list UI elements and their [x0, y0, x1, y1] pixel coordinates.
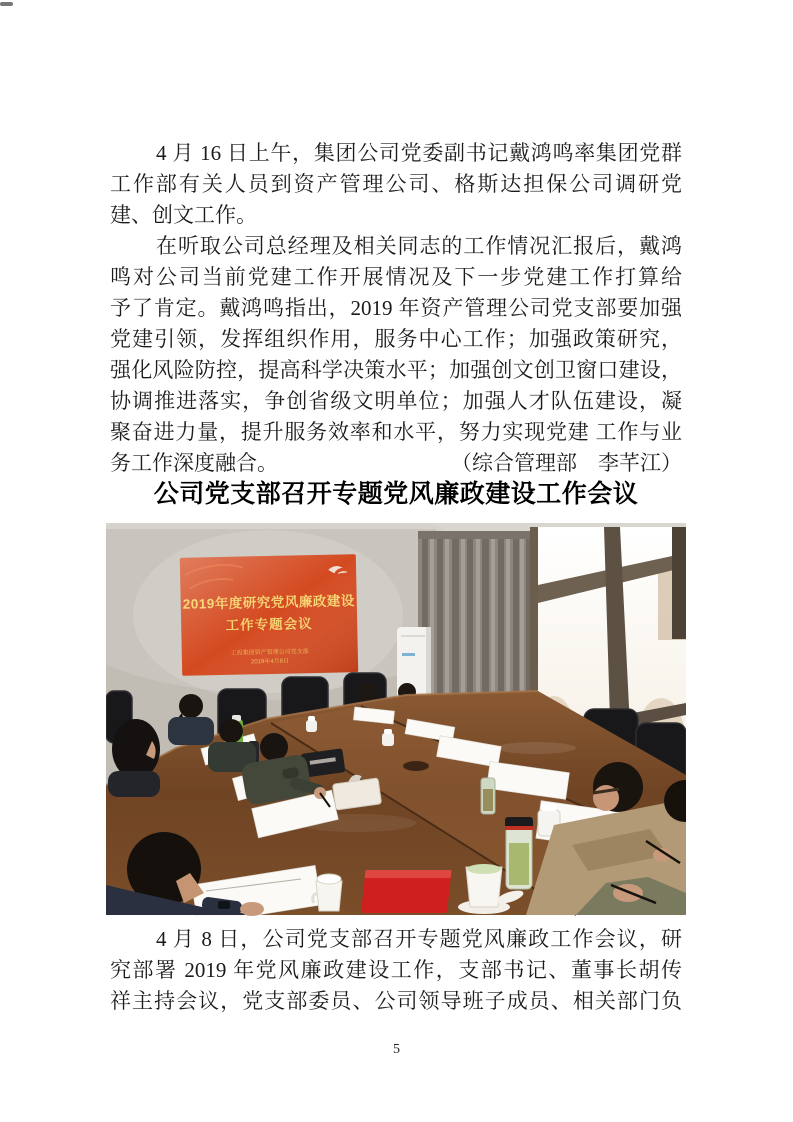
glass-tea-cup [481, 778, 495, 814]
slide-title-line2: 工作专题会议 [225, 616, 313, 633]
article-diaoyan [110, 138, 682, 479]
hand [240, 902, 264, 916]
article-huiyi [110, 477, 682, 1017]
text-line: 聚奋进力量，提升服务效率和水平，努力实现党建 工作与业 [110, 420, 682, 444]
paragraph-1 [110, 138, 682, 231]
article-title: 公司党支部召开专题党风廉政建设工作会议 [153, 480, 639, 508]
ac-vent [401, 635, 425, 637]
newsletter-content [110, 138, 682, 1017]
text-line: 工作部有关人员到资产管理公司、格斯达担保公司调研党 [110, 172, 682, 196]
paragraph-2 [110, 231, 682, 479]
ac-logo [402, 653, 415, 656]
wristwatch [218, 901, 230, 909]
text-line: 鸣对公司当前党建工作开展情况及下一步党建工作打算给 [110, 265, 682, 289]
text-line: 予了肯定。戴鸿鸣指出，2019 年资产管理公司党支部要加强 [110, 296, 682, 320]
curtain-header [418, 531, 536, 539]
text-line: 党建引领，发挥组织作用，服务中心工作；加强政策研究， [110, 327, 682, 351]
text-line: 在听取公司总经理及相关同志的工作情况汇报后，戴鸿 [156, 234, 682, 258]
slide-title-line1: 2019年度研究党风廉政建设 [182, 593, 355, 612]
text-line: 建、创文工作。 [110, 203, 257, 227]
projection-screen [180, 554, 358, 676]
scan-artifact [0, 2, 13, 6]
paragraph-end: 务工作深度融合。 [110, 451, 278, 475]
paragraph-3 [110, 924, 682, 1017]
text-line: 祥主持会议，党支部委员、公司领导班子成员、相关部门负 [110, 989, 682, 1013]
slide-sheen [180, 554, 358, 676]
author-attribution: （综合管理部 李芊江） [451, 451, 682, 475]
text-line: 协调推进落实，争创省级文明单位；加强人才队伍建设，凝 [110, 389, 682, 413]
text-line: 强化风险防控，提高科学决策水平；加强创文创卫窗口建设， [110, 358, 682, 382]
page-number: 5 [393, 1042, 400, 1057]
table-reflection [496, 742, 576, 754]
text-line: 4 月 16 日上午，集团公司党委副书记戴鸿鸣率集团党群 [156, 141, 682, 165]
text-line: 4 月 8 日，公司党支部召开专题党风廉政工作会议，研 [156, 927, 682, 951]
text-line: 究部署 2019 年党风廉政建设工作，支部书记、董事长胡传 [110, 958, 682, 982]
slide-subtitle-line2: 2019年4月8日 [250, 658, 290, 666]
meeting-photo [106, 523, 686, 916]
red-folder [361, 870, 452, 913]
window-frame-right [672, 527, 686, 639]
meeting-room-scene [106, 523, 686, 916]
glass-thermos [505, 817, 533, 889]
slide-subtitle-line1: 工投集团资产管理公司党支部 [230, 649, 309, 657]
cable-grommet [403, 761, 429, 771]
text-line [110, 448, 682, 479]
